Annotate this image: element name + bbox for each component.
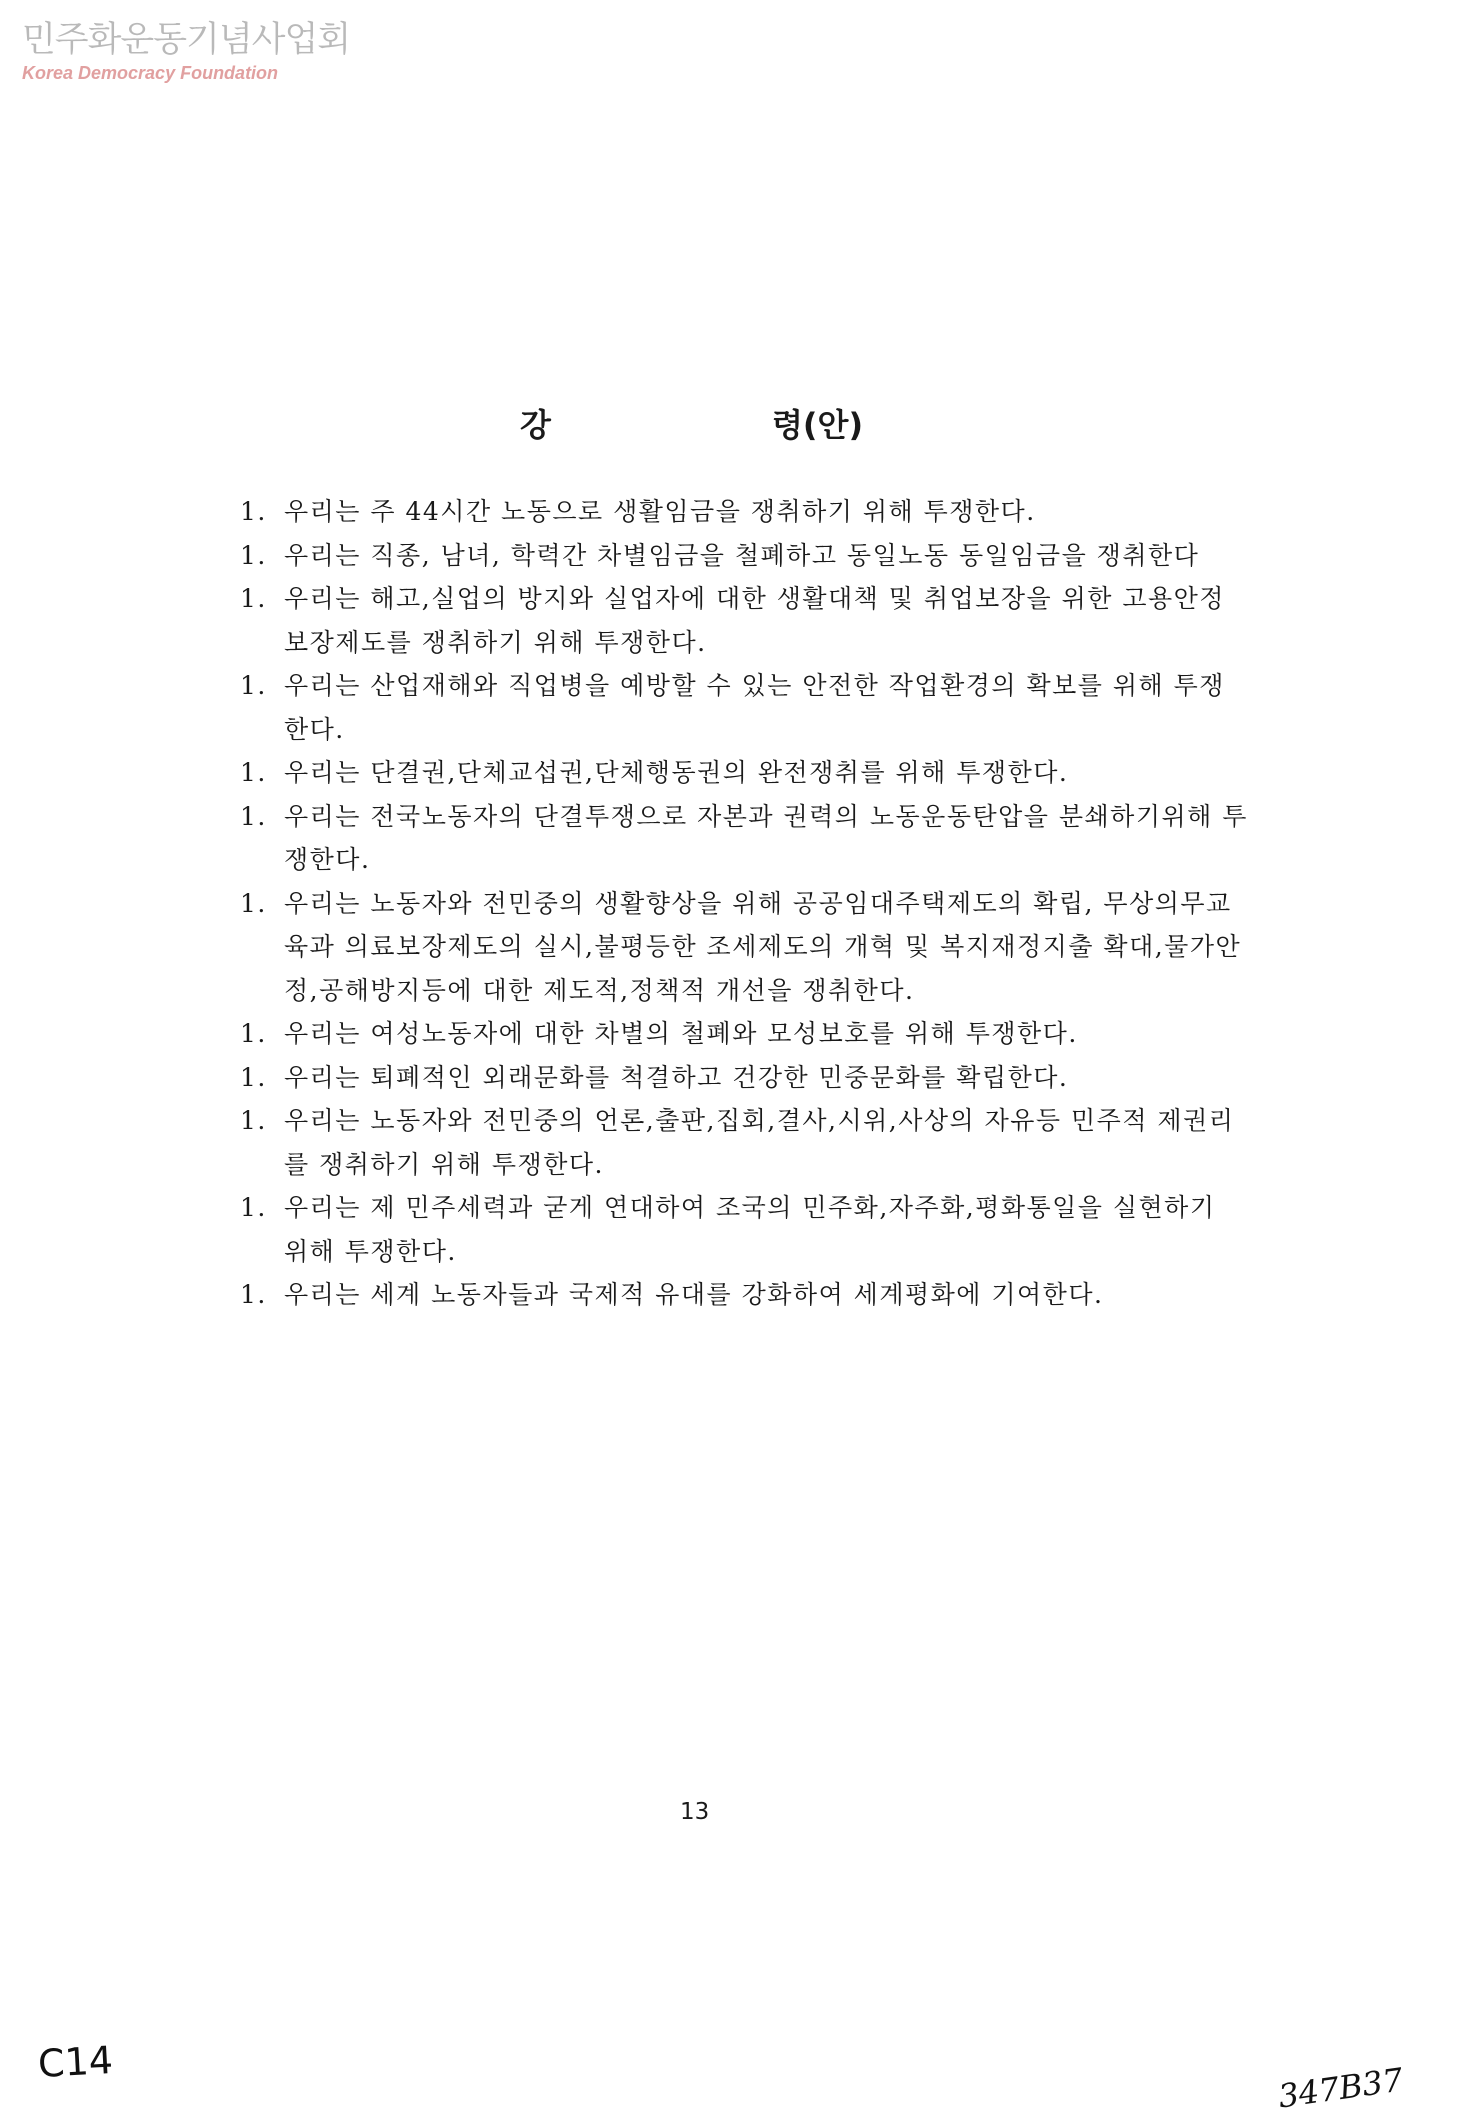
list-item [240, 577, 1250, 664]
article-text: 우리는 해고,실업의 방지와 실업자에 대한 생활대책 및 취업보장을 위한 고용안정보장제도를 쟁취하기 위해 투쟁한다. [284, 584, 1225, 657]
list-item [240, 1186, 1250, 1273]
article-text: 우리는 산업재해와 직업병을 예방할 수 있는 안전한 작업환경의 확보를 위해 투쟁한다. [284, 671, 1225, 744]
list-item [240, 1056, 1250, 1100]
article-text: 우리는 노동자와 전민중의 생활향상을 위해 공공임대주택제도의 확립, 무상의무교육과 의료보장제도의 실시,불평등한 조세제도의 개혁 및 복지재정지출 확대,물가안정,공해방지등에 대한 제도적,정책적 개선을 쟁취한다. [284, 888, 1242, 1005]
article-text: 우리는 주 44시간 노동으로 생활임금을 쟁취하기 위해 투쟁한다. [284, 497, 1036, 526]
article-text: 우리는 퇴폐적인 외래문화를 척결하고 건강한 민중문화를 확립한다. [284, 1062, 1069, 1092]
list-item [240, 1012, 1250, 1056]
page-number: 13 [680, 1799, 710, 1825]
article-text: 우리는 여성노동자에 대한 차별의 철폐와 모성보호를 위해 투쟁한다. [284, 1019, 1078, 1048]
list-item [240, 1273, 1250, 1317]
article-text: 우리는 제 민주세력과 굳게 연대하여 조국의 민주화,자주화,평화통일을 실현하기 위해 투쟁한다. [284, 1193, 1216, 1266]
document-title-part2: 령(안) [772, 406, 864, 444]
article-number: 1. [240, 671, 267, 700]
handwritten-note-right: 347B37 [1275, 2060, 1406, 2116]
list-item [240, 534, 1250, 578]
list-item [240, 1099, 1250, 1186]
handwritten-note-left: C14 [36, 2038, 114, 2086]
article-text: 우리는 노동자와 전민중의 언론,출판,집회,결사,시위,사상의 자유등 민주적 제권리를 쟁취하기 위해 투쟁한다. [284, 1106, 1235, 1179]
article-number: 1. [240, 888, 267, 918]
article-number: 1. [240, 1019, 267, 1048]
list-item [240, 882, 1250, 1013]
article-number: 1. [240, 584, 267, 613]
article-number: 1. [240, 497, 267, 526]
list-item [240, 490, 1250, 534]
article-number: 1. [240, 801, 267, 831]
article-number: 1. [240, 758, 267, 787]
document-title [520, 400, 980, 450]
article-list [240, 490, 1250, 1317]
document-title-part1: 강 [520, 406, 551, 444]
article-number: 1. [240, 1280, 267, 1309]
list-item [240, 751, 1250, 795]
article-number: 1. [240, 1106, 267, 1135]
watermark-logo [22, 18, 351, 84]
article-text: 우리는 단결권,단체교섭권,단체행동권의 완전쟁취를 위해 투쟁한다. [284, 758, 1069, 787]
article-text: 우리는 전국노동자의 단결투쟁으로 자본과 권력의 노동운동탄압을 분쇄하기위해 투쟁한다. [284, 801, 1248, 874]
article-text: 우리는 세계 노동자들과 국제적 유대를 강화하여 세계평화에 기여한다. [284, 1280, 1104, 1309]
list-item [240, 795, 1250, 882]
article-number: 1. [240, 1193, 267, 1222]
watermark-english: Korea Democracy Foundation [22, 63, 279, 83]
article-text: 우리는 직종, 남녀, 학력간 차별임금을 철폐하고 동일노동 동일임금을 쟁취한다 [284, 540, 1200, 570]
list-item [240, 664, 1250, 751]
article-number: 1. [240, 1062, 267, 1092]
watermark-korean: 민주화운동기념사업회 [22, 20, 351, 60]
article-number: 1. [240, 540, 267, 570]
